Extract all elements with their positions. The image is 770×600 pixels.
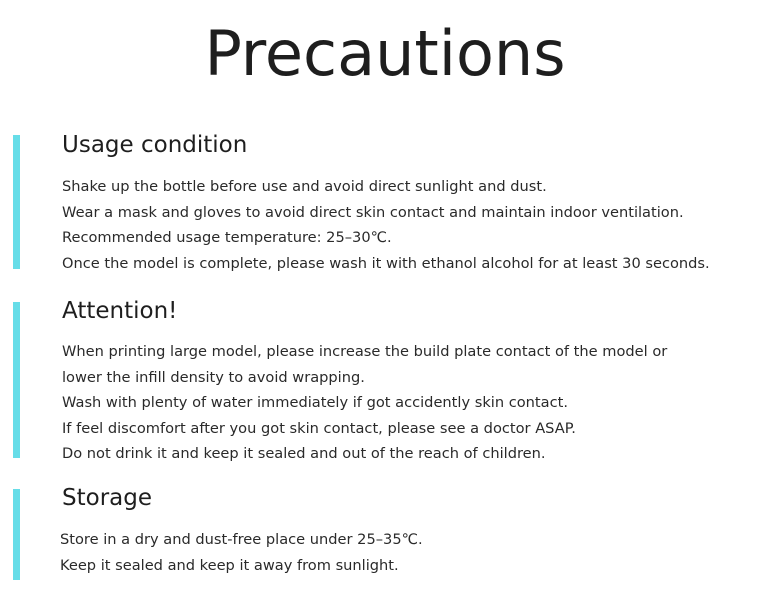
text-line: Shake up the bottle before use and avoid direct sunlight and dust.	[62, 178, 547, 195]
text-line: Store in a dry and dust-free place under 25–35℃.	[60, 531, 423, 548]
accent-bar	[13, 302, 20, 458]
text-line: Wear a mask and gloves to avoid direct skin contact and maintain indoor ventilation.	[62, 203, 684, 221]
section-text	[62, 339, 667, 467]
text-line: Recommended usage temperature: 25–30℃.	[62, 229, 392, 246]
accent-bar	[13, 135, 20, 269]
text-line: Do not drink it and keep it sealed and out of the reach of children.	[62, 445, 546, 462]
section-heading: Attention!	[62, 298, 178, 324]
text-line: Keep it sealed and keep it away from sunlight.	[60, 556, 399, 574]
page-title: Precautions	[204, 17, 566, 90]
section-heading: Storage	[62, 485, 152, 511]
text-line: Once the model is complete, please wash it with ethanol alcohol for at least 30 seconds.	[62, 254, 710, 272]
section-heading: Usage condition	[62, 132, 248, 158]
text-line: If feel discomfort after you got skin contact, please see a doctor ASAP.	[62, 419, 576, 437]
text-line: lower the infill density to avoid wrapping.	[62, 368, 365, 386]
accent-bar	[13, 489, 20, 580]
text-line: When printing large model, please increase the build plate contact of the model or	[62, 343, 668, 360]
section-text	[62, 174, 710, 276]
text-line: Wash with plenty of water immediately if got accidently skin contact.	[62, 394, 568, 411]
section-text	[60, 527, 423, 578]
